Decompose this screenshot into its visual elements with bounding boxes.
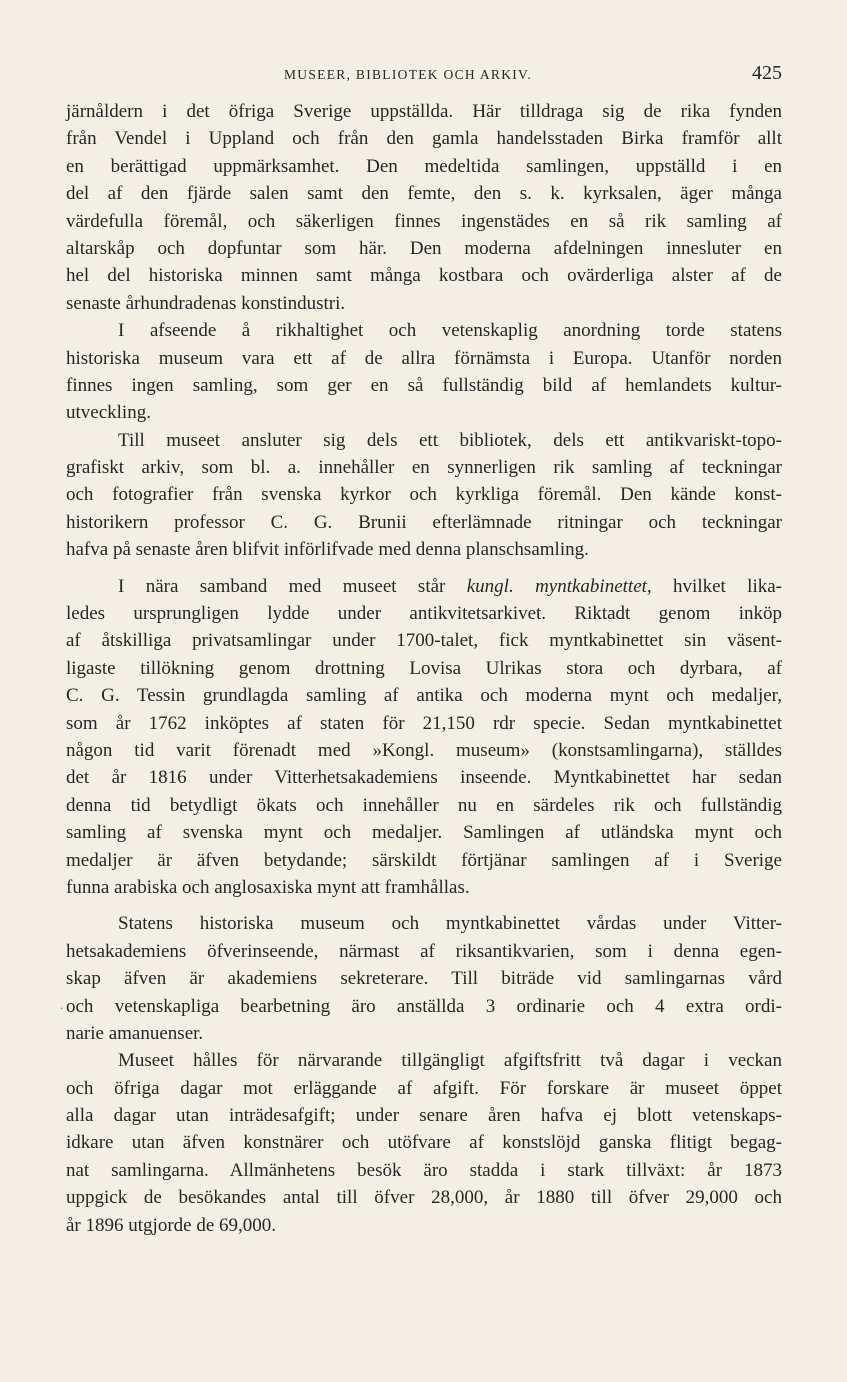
text-line: historikern professor C. G. Brunii efterlämnade ritningar och teckningar <box>66 511 782 533</box>
text-line: utveckling. <box>66 402 151 424</box>
text-line: och fotografier från svenska kyrkor och kyrkliga föremål. Den kände konst- <box>66 484 782 506</box>
text-line: hel del historiska minnen samt många kostbara och ovärderliga alster af de <box>66 265 782 287</box>
paragraph-3 <box>66 427 782 564</box>
text-line: C. G. Tessin grundlagda samling af antika och moderna mynt och medaljer, <box>66 685 782 707</box>
text-line: Till museet ansluter sig dels ett bibliotek, dels ett antikvariskt-topo- <box>118 429 782 451</box>
paragraph-5 <box>66 910 782 1047</box>
text-line: uppgick de besökandes antal till öfver 28,000, år 1880 till öfver 29,000 och <box>66 1187 782 1209</box>
text-line: och öfriga dagar mot erläggande af afgift. För forskare är museet öppet <box>66 1077 782 1099</box>
text-line: del af den fjärde salen samt den femte, den s. k. kyrksalen, äger många <box>66 183 782 205</box>
text-line: järnåldern i det öfriga Sverige uppställda. Här tilldraga sig de rika fynden <box>66 101 782 122</box>
text-line: nat samlingarna. Allmänhetens besök äro stadda i stark tillväxt: år 1873 <box>66 1159 782 1181</box>
text-line: hafva på senaste åren blifvit införlifvade med denna planschsamling. <box>66 539 589 561</box>
text-line: grafiskt arkiv, som bl. a. innehåller en synnerligen rik samling af teckningar <box>66 457 782 479</box>
text-line: någon tid varit förenadt med »Kongl. museum» (konstsamlingarna), ställdes <box>66 739 782 761</box>
text-line: funna arabiska och anglosaxiska mynt att framhållas. <box>66 876 470 898</box>
running-head <box>66 62 782 86</box>
margin-mark: . <box>60 997 64 1012</box>
text-line: en berättigad uppmärksamhet. Den medeltida samlingen, uppställd i en <box>66 155 782 177</box>
text-line: Museet hålles för närvarande tillgängligt afgiftsfritt två dagar i veckan <box>118 1050 782 1072</box>
paragraph-gap <box>66 901 782 910</box>
italic-term: kungl. myntkabinettet, <box>466 575 652 597</box>
text-line: idkare utan äfven konstnärer och utöfvare af konstslöjd ganska flitigt begag- <box>66 1132 782 1154</box>
text-line: medaljer är äfven betydande; särskildt förtjänar samlingen af i Sverige <box>66 849 782 871</box>
text-line: ledes ursprungligen lydde under antikvitetsarkivet. Riktadt genom inköp <box>66 603 782 625</box>
text-line: värdefulla föremål, och säkerligen finnes ingenstädes en så rik samling af <box>66 210 782 232</box>
paragraph-gap <box>66 564 782 573</box>
text-line: Statens historiska museum och myntkabinettet vårdas under Vitter- <box>118 913 782 935</box>
text-line: och vetenskapliga bearbetning äro anställda 3 ordinarie och 4 extra ordi- <box>66 995 782 1017</box>
text-run: hvilket lika- <box>651 575 782 597</box>
text-line: historiska museum vara ett af de allra förnämsta i Europa. Utanför norden <box>66 347 782 369</box>
paragraph-2 <box>66 317 782 427</box>
text-line: samling af svenska mynt och medaljer. Samlingen af utländska mynt och <box>66 822 782 844</box>
text-line: senaste århundradenas konstindustri. <box>66 292 346 314</box>
text-line-with-italic <box>66 573 782 600</box>
paragraph-4 <box>66 573 782 902</box>
text-run: I nära samband med museet står <box>118 575 467 597</box>
text-line: som år 1762 inköptes af staten för 21,150 rdr specie. Sedan myntkabinettet <box>66 712 782 734</box>
text-line: skap äfven är akademiens sekreterare. Till biträde vid samlingarnas vård <box>66 968 782 990</box>
body-text <box>66 98 782 1239</box>
text-line: narie amanuenser. <box>66 1022 204 1044</box>
page-number: 425 <box>752 62 782 84</box>
text-line: altarskåp och dopfuntar som här. Den moderna afdelningen innesluter en <box>66 237 782 259</box>
text-line: hetsakademiens öfverinseende, närmast af riksantikvarien, som i denna egen- <box>66 940 782 962</box>
paragraph-6 <box>66 1047 782 1239</box>
text-line: denna tid betydligt ökats och innehåller nu en särdeles rik och fullständig <box>66 794 782 816</box>
text-line: af åtskilliga privatsamlingar under 1700-talet, fick myntkabinettet sin väsent- <box>66 630 782 652</box>
paragraph-1 <box>66 98 782 317</box>
running-title: MUSEER, BIBLIOTEK OCH ARKIV. <box>284 67 533 82</box>
text-line: alla dagar utan inträdesafgift; under senare åren hafva ej blott vetenskaps- <box>66 1105 782 1127</box>
text-line: år 1896 utgjorde de 69,000. <box>66 1214 277 1236</box>
text-line: det år 1816 under Vitterhetsakademiens inseende. Myntkabinettet har sedan <box>66 767 782 789</box>
text-line: ligaste tillökning genom drottning Lovisa Ulrikas stora och dyrbara, af <box>66 657 782 679</box>
text-line: från Vendel i Uppland och från den gamla handelsstaden Birka framför allt <box>66 128 782 150</box>
text-line: finnes ingen samling, som ger en så fullständig bild af hemlandets kultur- <box>66 374 782 396</box>
text-line: I afseende å rikhaltighet och vetenskaplig anordning torde statens <box>118 320 782 342</box>
